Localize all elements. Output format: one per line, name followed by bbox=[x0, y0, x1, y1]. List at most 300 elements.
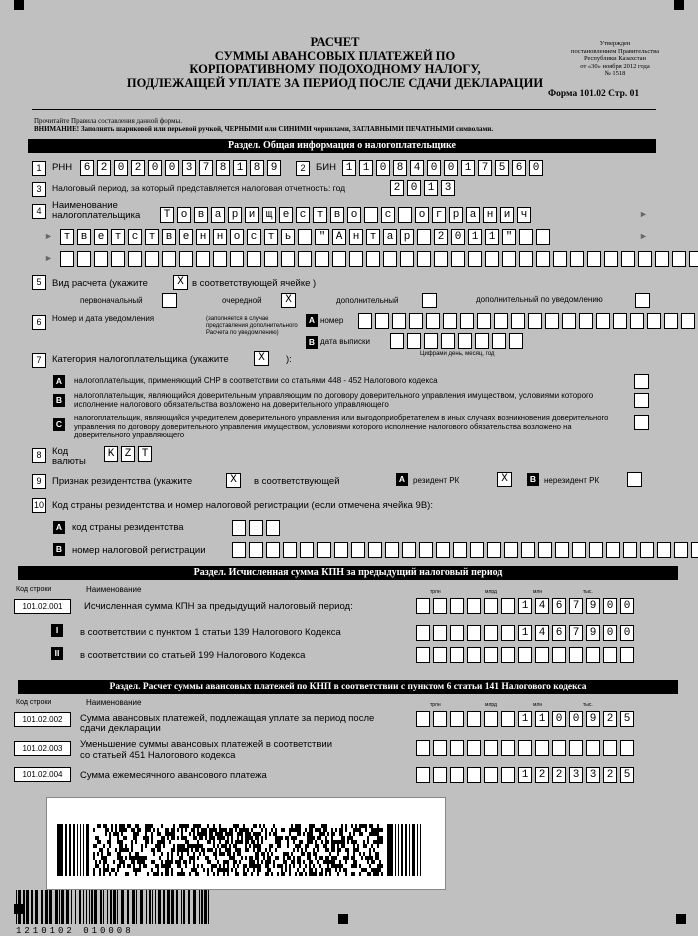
char-cell[interactable]: 8 bbox=[250, 160, 264, 176]
char-cell[interactable]: 9 bbox=[586, 711, 600, 727]
char-cell[interactable] bbox=[569, 740, 583, 756]
char-cell[interactable]: 6 bbox=[80, 160, 94, 176]
country-code-cells[interactable] bbox=[232, 520, 283, 536]
char-cell[interactable]: 3 bbox=[569, 767, 583, 783]
char-cell[interactable] bbox=[511, 313, 525, 329]
char-cell[interactable]: 0 bbox=[114, 160, 128, 176]
char-cell[interactable] bbox=[213, 251, 227, 267]
rnn-cells[interactable] bbox=[80, 160, 284, 176]
char-cell[interactable]: н bbox=[213, 229, 227, 245]
char-cell[interactable] bbox=[606, 542, 620, 558]
char-cell[interactable]: 0 bbox=[376, 160, 390, 176]
char-cell[interactable] bbox=[630, 313, 644, 329]
char-cell[interactable] bbox=[640, 542, 654, 558]
char-cell[interactable]: 0 bbox=[451, 229, 465, 245]
char-cell[interactable] bbox=[332, 251, 346, 267]
char-cell[interactable]: 0 bbox=[603, 598, 617, 614]
char-cell[interactable] bbox=[416, 625, 430, 641]
char-cell[interactable] bbox=[375, 313, 389, 329]
char-cell[interactable]: T bbox=[138, 446, 152, 462]
char-cell[interactable] bbox=[521, 542, 535, 558]
char-cell[interactable]: K bbox=[104, 446, 118, 462]
char-cell[interactable]: 6 bbox=[552, 625, 566, 641]
char-cell[interactable] bbox=[691, 542, 698, 558]
row-code: 101.02.001 bbox=[14, 599, 71, 614]
char-cell[interactable]: 7 bbox=[569, 598, 583, 614]
char-cell[interactable] bbox=[535, 647, 549, 663]
corner-marker bbox=[674, 0, 684, 10]
calc-type-label: в соответствующей ячейке ) bbox=[192, 278, 317, 289]
char-cell[interactable] bbox=[519, 229, 533, 245]
char-cell[interactable] bbox=[487, 542, 501, 558]
char-cell[interactable]: 0 bbox=[165, 160, 179, 176]
char-cell[interactable] bbox=[589, 542, 603, 558]
resident-checkbox[interactable]: X bbox=[497, 472, 512, 487]
field-number: 7 bbox=[32, 353, 46, 368]
char-cell[interactable] bbox=[443, 313, 457, 329]
char-cell[interactable] bbox=[492, 333, 506, 349]
char-cell[interactable]: 0 bbox=[569, 711, 583, 727]
amount-cells[interactable] bbox=[416, 647, 637, 663]
char-cell[interactable]: 1 bbox=[518, 711, 532, 727]
char-cell[interactable] bbox=[434, 251, 448, 267]
char-cell[interactable]: 1 bbox=[342, 160, 356, 176]
char-cell[interactable]: 7 bbox=[478, 160, 492, 176]
char-cell[interactable]: " bbox=[502, 229, 516, 245]
char-cell[interactable] bbox=[366, 251, 380, 267]
corner-marker bbox=[676, 914, 686, 924]
char-cell[interactable] bbox=[579, 313, 593, 329]
category-b-checkbox[interactable] bbox=[634, 393, 649, 408]
char-cell[interactable] bbox=[470, 542, 484, 558]
char-cell[interactable] bbox=[441, 333, 455, 349]
char-cell[interactable] bbox=[509, 333, 523, 349]
char-cell[interactable]: т bbox=[60, 229, 74, 245]
title-line: ПОДЛЕЖАЩЕЙ УПЛАТЕ ЗА ПЕРИОД ПОСЛЕ СДАЧИ ДЕКЛАРАЦИИ bbox=[126, 75, 544, 90]
char-cell[interactable]: 3 bbox=[441, 180, 455, 196]
char-cell[interactable] bbox=[60, 251, 74, 267]
category-a-checkbox[interactable] bbox=[634, 374, 649, 389]
char-cell[interactable] bbox=[416, 767, 430, 783]
char-cell[interactable]: 1 bbox=[461, 160, 475, 176]
char-cell[interactable]: а bbox=[466, 207, 480, 223]
name-header: Наименование bbox=[86, 698, 142, 707]
char-cell[interactable] bbox=[433, 711, 447, 727]
amount-cells[interactable] bbox=[416, 625, 637, 641]
char-cell[interactable]: 2 bbox=[603, 767, 617, 783]
char-cell[interactable] bbox=[519, 251, 533, 267]
char-cell[interactable]: о bbox=[415, 207, 429, 223]
char-cell[interactable]: 1 bbox=[233, 160, 247, 176]
char-cell[interactable]: е bbox=[94, 229, 108, 245]
char-cell[interactable]: т bbox=[313, 207, 327, 223]
char-cell[interactable]: 2 bbox=[552, 767, 566, 783]
char-cell[interactable] bbox=[390, 333, 404, 349]
char-cell[interactable]: в bbox=[77, 229, 91, 245]
char-cell[interactable] bbox=[621, 251, 635, 267]
char-cell[interactable]: с bbox=[247, 229, 261, 245]
char-cell[interactable] bbox=[407, 333, 421, 349]
char-cell[interactable] bbox=[400, 251, 414, 267]
char-cell[interactable] bbox=[620, 647, 634, 663]
amount-cells[interactable] bbox=[416, 598, 637, 614]
char-cell[interactable]: о bbox=[177, 207, 191, 223]
char-cell[interactable]: 5 bbox=[495, 160, 509, 176]
char-cell[interactable]: 9 bbox=[586, 598, 600, 614]
char-cell[interactable]: т bbox=[145, 229, 159, 245]
char-cell[interactable] bbox=[603, 740, 617, 756]
char-cell[interactable] bbox=[351, 542, 365, 558]
char-cell[interactable]: 7 bbox=[199, 160, 213, 176]
char-cell[interactable]: а bbox=[211, 207, 225, 223]
char-cell[interactable]: 4 bbox=[535, 598, 549, 614]
char-cell[interactable] bbox=[552, 647, 566, 663]
char-cell[interactable]: 1 bbox=[535, 711, 549, 727]
char-cell[interactable]: 0 bbox=[148, 160, 162, 176]
char-cell[interactable]: 0 bbox=[552, 711, 566, 727]
char-cell[interactable] bbox=[501, 625, 515, 641]
char-cell[interactable] bbox=[485, 251, 499, 267]
char-cell[interactable] bbox=[451, 251, 465, 267]
char-cell[interactable] bbox=[555, 542, 569, 558]
char-cell[interactable]: 6 bbox=[552, 598, 566, 614]
char-cell[interactable] bbox=[232, 542, 246, 558]
char-cell[interactable]: и bbox=[245, 207, 259, 223]
char-cell[interactable] bbox=[501, 647, 515, 663]
char-cell[interactable] bbox=[467, 767, 481, 783]
char-cell[interactable]: 1 bbox=[359, 160, 373, 176]
char-cell[interactable] bbox=[638, 251, 652, 267]
char-cell[interactable]: н bbox=[483, 207, 497, 223]
char-cell[interactable] bbox=[623, 542, 637, 558]
calc-type-regular-checkbox[interactable]: X bbox=[281, 293, 296, 308]
calc-type-notice-checkbox[interactable] bbox=[635, 293, 650, 308]
char-cell[interactable] bbox=[655, 251, 669, 267]
char-cell[interactable] bbox=[368, 542, 382, 558]
char-cell[interactable] bbox=[433, 625, 447, 641]
char-cell[interactable]: р bbox=[400, 229, 414, 245]
char-cell[interactable] bbox=[572, 542, 586, 558]
char-cell[interactable] bbox=[569, 647, 583, 663]
char-cell[interactable] bbox=[467, 598, 481, 614]
char-cell[interactable]: в bbox=[194, 207, 208, 223]
char-cell[interactable]: 9 bbox=[267, 160, 281, 176]
char-cell[interactable] bbox=[364, 207, 378, 223]
char-cell[interactable] bbox=[681, 313, 695, 329]
char-cell[interactable] bbox=[647, 313, 661, 329]
char-cell[interactable] bbox=[417, 251, 431, 267]
char-cell[interactable] bbox=[392, 313, 406, 329]
char-cell[interactable] bbox=[94, 251, 108, 267]
char-cell[interactable] bbox=[179, 251, 193, 267]
notice-date-cells[interactable] bbox=[390, 333, 526, 349]
calc-type-initial-checkbox[interactable] bbox=[162, 293, 177, 308]
char-cell[interactable] bbox=[477, 313, 491, 329]
amount-cells[interactable] bbox=[416, 740, 637, 756]
char-cell[interactable] bbox=[450, 647, 464, 663]
char-cell[interactable] bbox=[475, 333, 489, 349]
char-cell[interactable]: Z bbox=[121, 446, 135, 462]
char-cell[interactable] bbox=[460, 313, 474, 329]
char-cell[interactable] bbox=[501, 767, 515, 783]
char-cell[interactable]: 1 bbox=[424, 180, 438, 196]
char-cell[interactable]: 1 bbox=[485, 229, 499, 245]
char-cell[interactable]: 4 bbox=[535, 625, 549, 641]
char-cell[interactable] bbox=[433, 647, 447, 663]
char-cell[interactable] bbox=[450, 740, 464, 756]
char-cell[interactable]: ч bbox=[517, 207, 531, 223]
char-cell[interactable] bbox=[484, 647, 498, 663]
char-cell[interactable]: 9 bbox=[586, 625, 600, 641]
char-cell[interactable] bbox=[689, 251, 698, 267]
char-cell[interactable] bbox=[433, 598, 447, 614]
char-cell[interactable] bbox=[417, 229, 431, 245]
char-cell[interactable] bbox=[230, 251, 244, 267]
char-cell[interactable] bbox=[672, 251, 686, 267]
amount-cells[interactable] bbox=[416, 711, 637, 727]
char-cell[interactable]: с bbox=[381, 207, 395, 223]
char-cell[interactable] bbox=[586, 647, 600, 663]
char-cell[interactable]: 8 bbox=[393, 160, 407, 176]
char-cell[interactable] bbox=[450, 767, 464, 783]
currency-cells[interactable] bbox=[104, 446, 155, 462]
calc-type-additional-label: дополнительный bbox=[336, 296, 399, 305]
char-cell[interactable] bbox=[603, 647, 617, 663]
char-cell[interactable]: 5 bbox=[620, 767, 634, 783]
char-cell[interactable]: ь bbox=[281, 229, 295, 245]
char-cell[interactable] bbox=[300, 542, 314, 558]
char-cell[interactable] bbox=[315, 251, 329, 267]
char-cell[interactable]: 0 bbox=[603, 625, 617, 641]
nonresident-checkbox[interactable] bbox=[627, 472, 642, 487]
char-cell[interactable] bbox=[281, 251, 295, 267]
char-cell[interactable] bbox=[484, 625, 498, 641]
char-cell[interactable]: Т bbox=[160, 207, 174, 223]
char-cell[interactable] bbox=[249, 542, 263, 558]
char-cell[interactable]: 1 bbox=[518, 598, 532, 614]
char-cell[interactable] bbox=[416, 598, 430, 614]
notice-number-cells[interactable] bbox=[358, 313, 698, 329]
char-cell[interactable] bbox=[409, 313, 423, 329]
char-cell[interactable] bbox=[596, 313, 610, 329]
char-cell[interactable]: 0 bbox=[444, 160, 458, 176]
field-letter: A bbox=[53, 521, 65, 534]
char-cell[interactable] bbox=[453, 542, 467, 558]
form-number: Форма 101.02 Стр. 01 bbox=[548, 89, 640, 99]
char-cell[interactable]: в bbox=[162, 229, 176, 245]
char-cell[interactable]: 3 bbox=[182, 160, 196, 176]
char-cell[interactable]: 4 bbox=[410, 160, 424, 176]
char-cell[interactable]: е bbox=[179, 229, 193, 245]
char-cell[interactable] bbox=[249, 520, 263, 536]
char-cell[interactable] bbox=[196, 251, 210, 267]
char-cell[interactable]: с bbox=[296, 207, 310, 223]
char-cell[interactable]: 7 bbox=[569, 625, 583, 641]
char-cell[interactable] bbox=[298, 251, 312, 267]
char-cell[interactable] bbox=[562, 313, 576, 329]
char-cell[interactable] bbox=[504, 542, 518, 558]
char-cell[interactable] bbox=[334, 542, 348, 558]
char-cell[interactable]: р bbox=[228, 207, 242, 223]
char-cell[interactable]: 3 bbox=[586, 767, 600, 783]
char-cell[interactable]: 0 bbox=[529, 160, 543, 176]
char-cell[interactable] bbox=[545, 313, 559, 329]
char-cell[interactable] bbox=[416, 647, 430, 663]
char-cell[interactable]: " bbox=[315, 229, 329, 245]
char-cell[interactable] bbox=[450, 711, 464, 727]
notice-label: Номер и дата уведомления bbox=[52, 314, 155, 323]
char-cell[interactable] bbox=[450, 625, 464, 641]
char-cell[interactable] bbox=[111, 251, 125, 267]
name-row-2[interactable] bbox=[60, 229, 553, 245]
char-cell[interactable] bbox=[266, 542, 280, 558]
char-cell[interactable] bbox=[518, 740, 532, 756]
pdf417-barcode bbox=[46, 797, 446, 890]
char-cell[interactable] bbox=[484, 740, 498, 756]
char-cell[interactable] bbox=[553, 251, 567, 267]
char-cell[interactable]: 6 bbox=[512, 160, 526, 176]
mark-example: X bbox=[173, 275, 188, 290]
char-cell[interactable]: 8 bbox=[216, 160, 230, 176]
char-cell[interactable]: щ bbox=[262, 207, 276, 223]
char-cell[interactable]: 2 bbox=[97, 160, 111, 176]
char-cell[interactable]: о bbox=[347, 207, 361, 223]
char-cell[interactable]: 2 bbox=[603, 711, 617, 727]
char-cell[interactable] bbox=[264, 251, 278, 267]
period-label: Налоговый период, за который представляется налоговая отчетность: год bbox=[52, 183, 346, 193]
mark-example: X bbox=[254, 351, 269, 366]
char-cell[interactable]: н bbox=[196, 229, 210, 245]
char-cell[interactable] bbox=[664, 313, 678, 329]
char-cell[interactable] bbox=[502, 251, 516, 267]
bin-cells[interactable] bbox=[342, 160, 546, 176]
char-cell[interactable] bbox=[349, 251, 363, 267]
char-cell[interactable] bbox=[501, 711, 515, 727]
char-cell[interactable] bbox=[436, 542, 450, 558]
char-cell[interactable]: т bbox=[366, 229, 380, 245]
char-cell[interactable]: с bbox=[128, 229, 142, 245]
char-cell[interactable] bbox=[128, 251, 142, 267]
char-cell[interactable]: 1 bbox=[468, 229, 482, 245]
char-cell[interactable] bbox=[467, 711, 481, 727]
char-cell[interactable]: 2 bbox=[390, 180, 404, 196]
char-cell[interactable]: 2 bbox=[131, 160, 145, 176]
char-cell[interactable]: р bbox=[449, 207, 463, 223]
char-cell[interactable] bbox=[538, 542, 552, 558]
category-c-checkbox[interactable] bbox=[634, 415, 649, 430]
char-cell[interactable] bbox=[467, 647, 481, 663]
char-cell[interactable]: 0 bbox=[427, 160, 441, 176]
char-cell[interactable] bbox=[402, 542, 416, 558]
char-cell[interactable] bbox=[426, 313, 440, 329]
char-cell[interactable] bbox=[501, 740, 515, 756]
char-cell[interactable] bbox=[77, 251, 91, 267]
char-cell[interactable] bbox=[247, 251, 261, 267]
char-cell[interactable] bbox=[145, 251, 159, 267]
char-cell[interactable]: а bbox=[383, 229, 397, 245]
char-cell[interactable]: 0 bbox=[620, 598, 634, 614]
char-cell[interactable]: 2 bbox=[434, 229, 448, 245]
char-cell[interactable] bbox=[450, 598, 464, 614]
char-cell[interactable]: т bbox=[111, 229, 125, 245]
char-cell[interactable] bbox=[467, 625, 481, 641]
char-cell[interactable] bbox=[570, 251, 584, 267]
unit-trln: трлн bbox=[430, 702, 441, 708]
reg-number-cells[interactable] bbox=[232, 542, 698, 558]
char-cell[interactable] bbox=[587, 251, 601, 267]
char-cell[interactable] bbox=[536, 251, 550, 267]
char-cell[interactable]: 2 bbox=[535, 767, 549, 783]
char-cell[interactable]: 1 bbox=[518, 625, 532, 641]
char-cell[interactable] bbox=[458, 333, 472, 349]
char-cell[interactable]: г bbox=[432, 207, 446, 223]
char-cell[interactable] bbox=[484, 767, 498, 783]
char-cell[interactable] bbox=[298, 229, 312, 245]
char-cell[interactable] bbox=[385, 542, 399, 558]
char-cell[interactable] bbox=[398, 207, 412, 223]
char-cell[interactable] bbox=[467, 740, 481, 756]
char-cell[interactable] bbox=[468, 251, 482, 267]
char-cell[interactable]: 5 bbox=[620, 711, 634, 727]
char-cell[interactable] bbox=[232, 520, 246, 536]
char-cell[interactable] bbox=[283, 542, 297, 558]
char-cell[interactable] bbox=[613, 313, 627, 329]
name-row-1[interactable] bbox=[160, 207, 534, 223]
char-cell[interactable]: и bbox=[500, 207, 514, 223]
char-cell[interactable] bbox=[416, 740, 430, 756]
char-cell[interactable] bbox=[416, 711, 430, 727]
year-cells[interactable] bbox=[390, 180, 458, 196]
char-cell[interactable]: т bbox=[264, 229, 278, 245]
char-cell[interactable] bbox=[586, 740, 600, 756]
char-cell[interactable] bbox=[433, 767, 447, 783]
amount-cells[interactable] bbox=[416, 767, 637, 783]
char-cell[interactable] bbox=[604, 251, 618, 267]
char-cell[interactable] bbox=[433, 740, 447, 756]
calc-type-additional-checkbox[interactable] bbox=[422, 293, 437, 308]
char-cell[interactable] bbox=[424, 333, 438, 349]
char-cell[interactable] bbox=[535, 740, 549, 756]
char-cell[interactable] bbox=[494, 313, 508, 329]
char-cell[interactable] bbox=[383, 251, 397, 267]
char-cell[interactable] bbox=[266, 520, 280, 536]
field-letter: B bbox=[53, 543, 65, 556]
char-cell[interactable] bbox=[484, 711, 498, 727]
char-cell[interactable]: 0 bbox=[407, 180, 421, 196]
char-cell[interactable] bbox=[501, 598, 515, 614]
char-cell[interactable] bbox=[620, 740, 634, 756]
char-cell[interactable] bbox=[528, 313, 542, 329]
name-row-3[interactable] bbox=[60, 251, 698, 267]
char-cell[interactable]: А bbox=[332, 229, 346, 245]
char-cell[interactable] bbox=[536, 229, 550, 245]
char-cell[interactable]: н bbox=[349, 229, 363, 245]
char-cell[interactable]: 0 bbox=[620, 625, 634, 641]
char-cell[interactable] bbox=[518, 647, 532, 663]
char-cell[interactable]: 1 bbox=[518, 767, 532, 783]
char-cell[interactable] bbox=[358, 313, 372, 329]
char-cell[interactable] bbox=[419, 542, 433, 558]
char-cell[interactable]: е bbox=[279, 207, 293, 223]
char-cell[interactable]: о bbox=[230, 229, 244, 245]
char-cell[interactable] bbox=[317, 542, 331, 558]
char-cell[interactable] bbox=[162, 251, 176, 267]
char-cell[interactable] bbox=[657, 542, 671, 558]
char-cell[interactable] bbox=[674, 542, 688, 558]
char-cell[interactable]: в bbox=[330, 207, 344, 223]
char-cell[interactable] bbox=[552, 740, 566, 756]
char-cell[interactable] bbox=[484, 598, 498, 614]
